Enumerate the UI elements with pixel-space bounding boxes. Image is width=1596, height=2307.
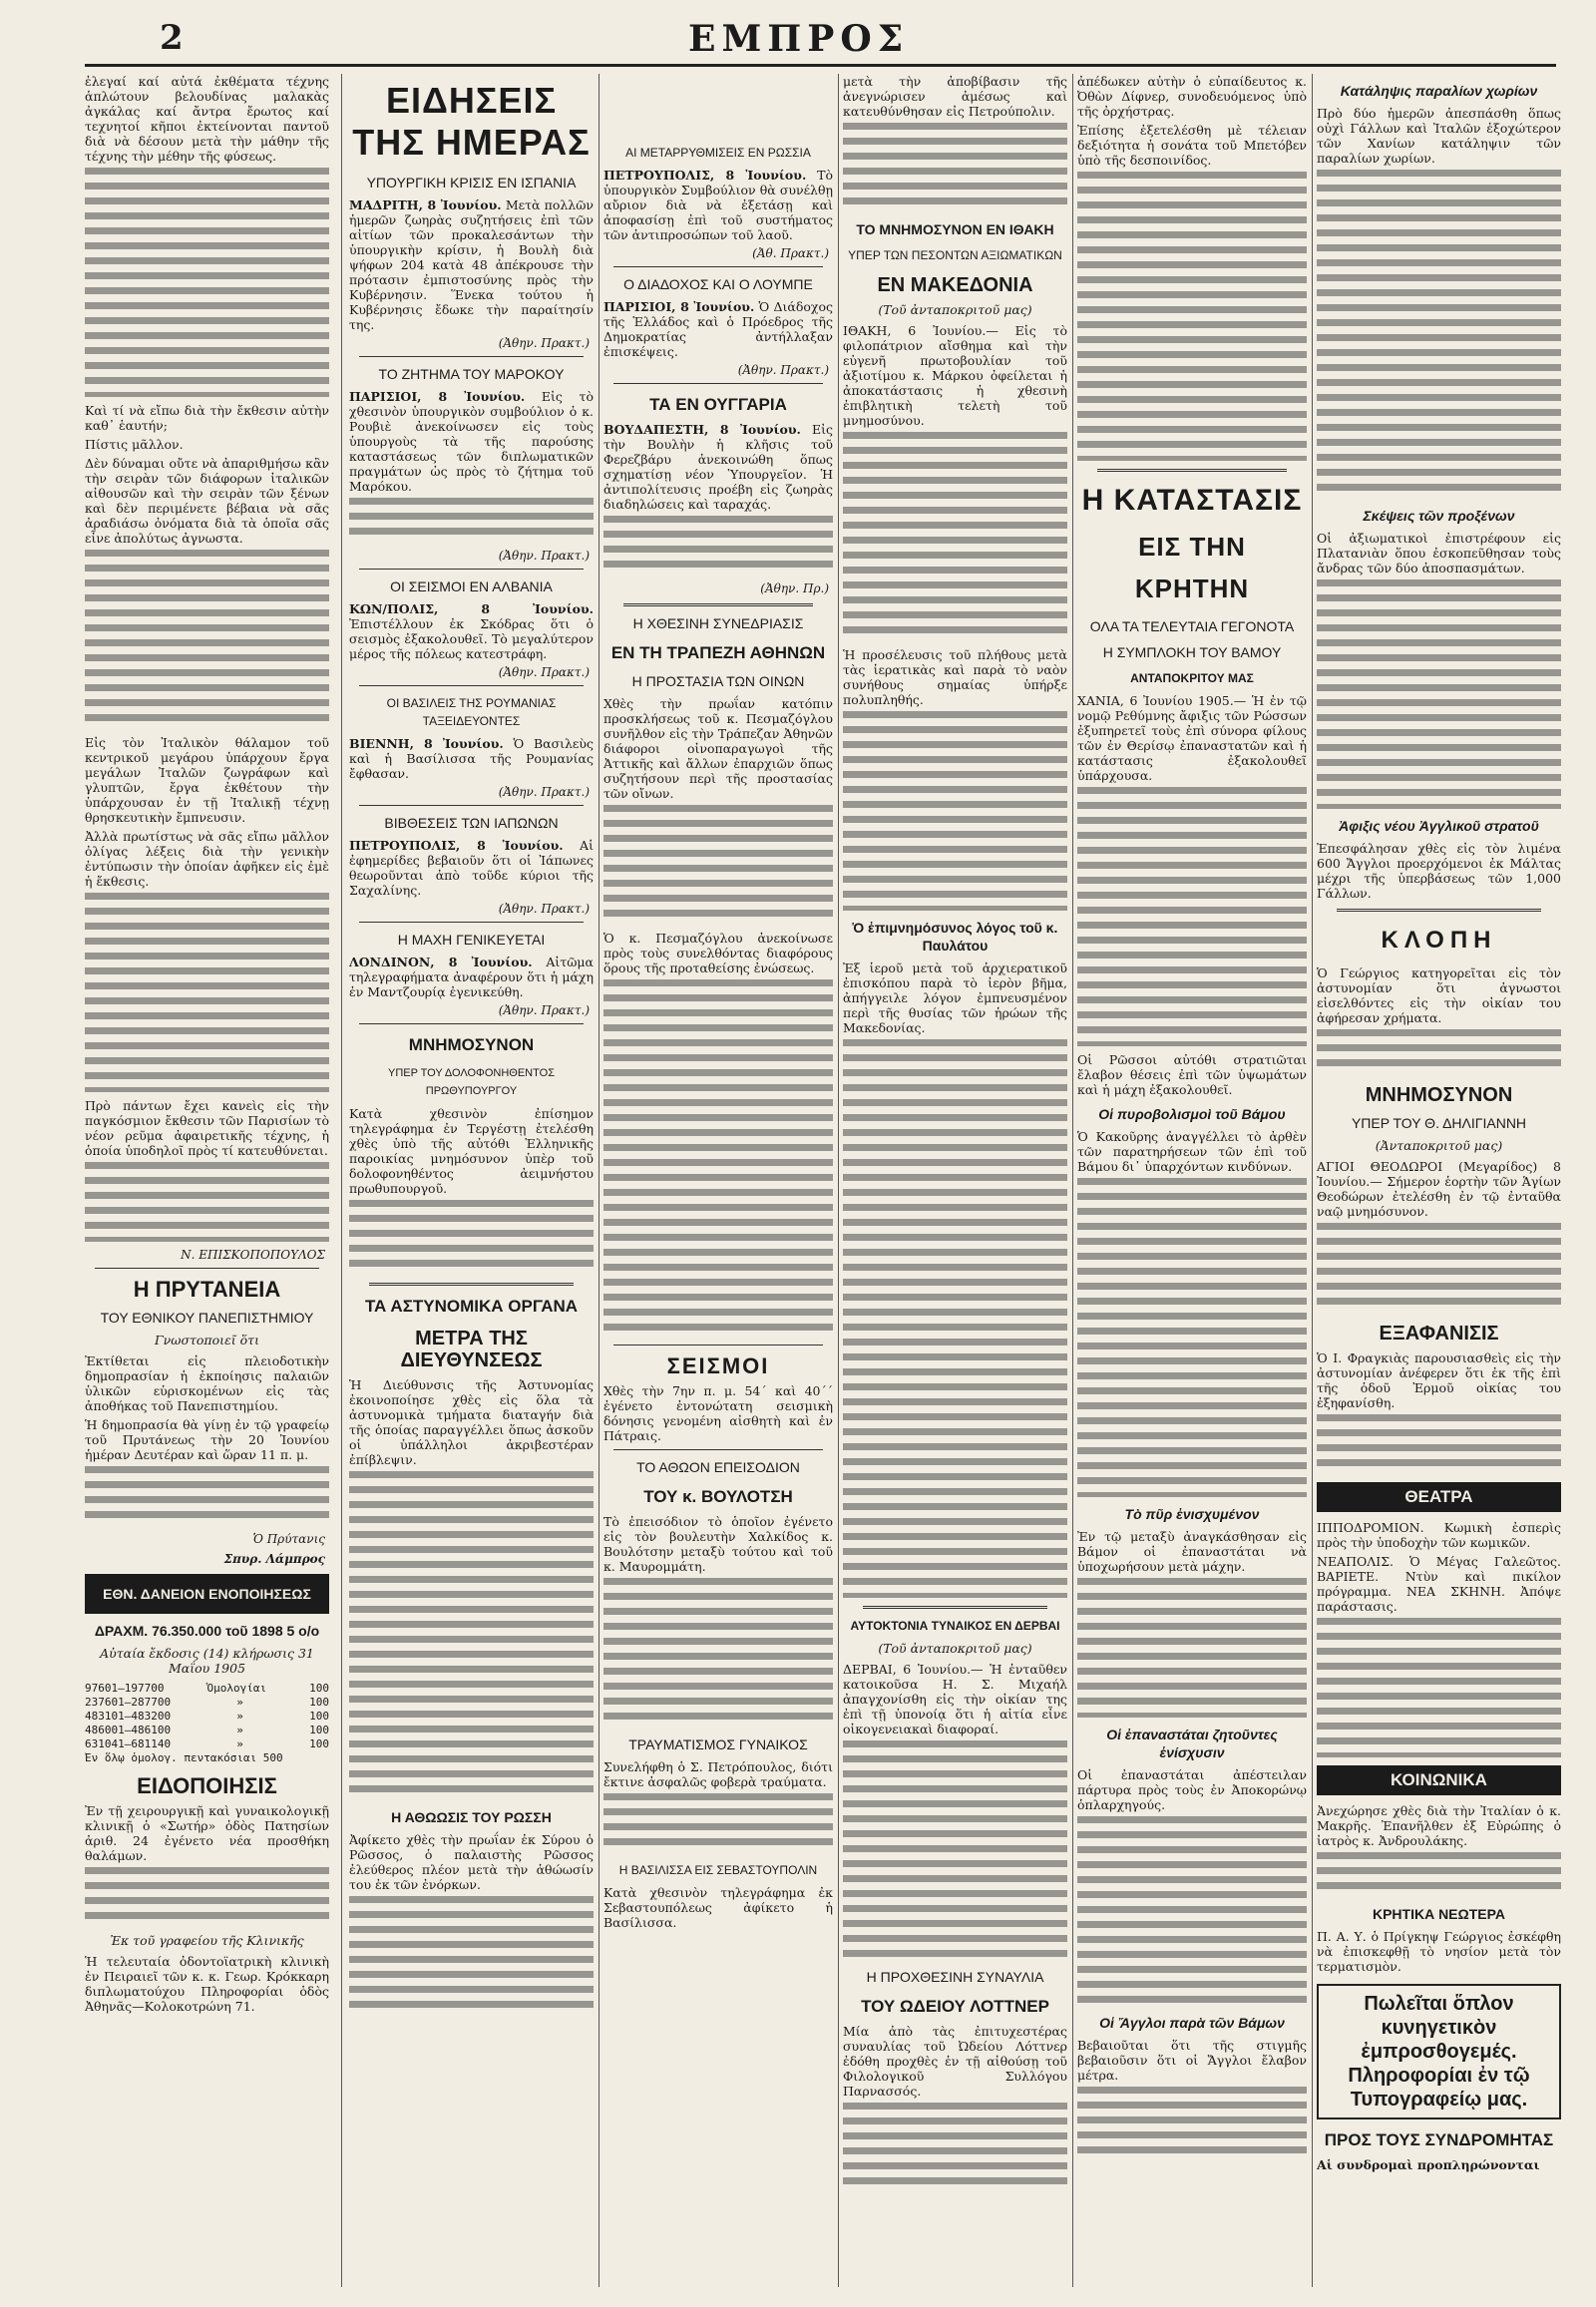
article-paragraph: Μία ἀπὸ τὰς ἐπιτυχεστέρας συναυλίας τοῦ Ὠδείου Λόττνερ ἐδόθη προχθὲς ἐν τῇ αἰθούσῃ τοῦ Φιλολογικοῦ Συλλόγου Παρνασσός. [843, 2024, 1067, 2099]
article-paragraph: ΑΓΙΟΙ ΘΕΟΔΩΡΟΙ (Μεγαρίδος) 8 Ἰουνίου.— Σήμερον ἑορτὴν τῶν Ἁγίων Θεοδώρων ἐτελέσθη ἐν τῷ ἐνταῦθα ναῷ μνημόσυνον. [1317, 1159, 1561, 1219]
section-subheading: ΤΟΥ ΩΔΕΙΟΥ ΛΟΤΤΝΕΡ [861, 1997, 1049, 2016]
main-headline: ΕΙΔΗΣΕΙΣ ΤΗΣ ΗΜΕΡΑΣ [352, 80, 591, 163]
column-4 [843, 74, 1067, 2198]
section-subheading: ΟΛΑ ΤΑ ΤΕΛΕΥΤΑΙΑ ΓΕΓΟΝΟΤΑ [1089, 618, 1295, 634]
section-subheading: ΕΙΣ ΤΗΝ ΚΡΗΤΗΝ [1134, 532, 1250, 603]
separator [613, 1449, 823, 1450]
text-block [1317, 1223, 1561, 1313]
text-block [85, 1162, 329, 1242]
text-block [843, 1039, 1067, 1598]
section-subheading: ΥΠΕΡ ΤΩΝ ΠΕΣΟΝΤΩΝ ΑΞΙΩΜΑΤΙΚΩΝ [848, 248, 1062, 262]
loan-banner: ΕΘΝ. ΔΑΝΕΙΟΝ ΕΝΟΠΟΙΗΣΕΩΣ [85, 1574, 329, 1614]
section-heading: ΚΡΗΤΙΚΑ ΝΕΩΤΕΡΑ [1372, 1906, 1506, 1922]
article-paragraph: Ἐκτίθεται εἰς πλειοδοτικὴν δημοπρασίαν ἡ ἐκποίησις παλαιῶν ὑλικῶν εὑρισκομένων εἰς τὰς ἀποθήκας τοῦ Πανεπιστημίου. [85, 1353, 329, 1413]
text-block [843, 2103, 1067, 2192]
article-paragraph: Καὶ τί νὰ εἴπω διὰ τὴν ἔκθεσιν αὐτὴν καθ᾽ ἑαυτήν; [85, 403, 329, 433]
section-subheading: ΥΠΕΡ ΤΟΥ Θ. ΔΗΛΙΓΙΑΝΝΗ [1351, 1115, 1527, 1131]
section-heading: ΤΟ ΜΝΗΜΟΣΥΝΟΝ ΕΝ ΙΘΑΚΗ [856, 221, 1054, 237]
text-block [1077, 1578, 1307, 1718]
section-heading: ΜΝΗΜΟΣΥΝΟΝ [1365, 1084, 1513, 1106]
section-heading: Η ΜΑΧΗ ΓΕΝΙΚΕΥΕΤΑΙ [397, 932, 546, 948]
news-source: (Ἀθην. Πρακτ.) [498, 549, 590, 563]
article-paragraph: Συνελήφθη ὁ Σ. Πετρόπουλος, διότι ἔκτινε ἀσφαλῶς φοβερὰ τραύματα. [603, 1759, 833, 1789]
text-block [1077, 1178, 1307, 1497]
column-rule [598, 74, 599, 2287]
article-paragraph: Χθὲς τὴν πρωΐαν κατόπιν προσκλήσεως τοῦ κ. Πεσμαζόγλου συνῆλθον εἰς τὴν Τράπεζαν Ἀθηνῶν διάφοροι οἰνοπαραγωγοὶ τῆς Ἀττικῆς καὶ ἄλλων ἐπαρχιῶν ὅπως συζητήσουν περὶ τῆς προστασίας τῶν οἴνων. [603, 696, 833, 801]
section-subheading: ΤΟΥ ΕΘΝΙΚΟΥ ΠΑΝΕΠΙΣΤΗΜΙΟΥ [100, 1310, 314, 1326]
loan-row: 631041—681140 » 100 [85, 1737, 329, 1750]
section-heading: Ἀφιξις νέου Ἀγγλικοῦ στρατοῦ [1339, 818, 1539, 834]
article-paragraph: Ὁ Γεώργιος κατηγορεῖται εἰς τὸν ἀστυνομίαν ὅτι ἀγνωστοι εἰσελθόντες εἰς τὴν οἰκίαν του ἀφήρεσαν χρήματα. [1317, 965, 1561, 1025]
section-heading: ΟΙ ΒΑΣΙΛΕΙΣ ΤΗΣ ΡΟΥΜΑΝΙΑΣ ΤΑΞΕΙΔΕΥΟΝΤΕΣ [386, 696, 557, 728]
separator [1337, 909, 1541, 912]
masthead [0, 0, 1596, 70]
text-block [1317, 1414, 1561, 1474]
section-heading: ΜΝΗΜΟΣΥΝΟΝ [408, 1035, 535, 1054]
separator [359, 1023, 584, 1024]
article-paragraph: ΙΘΑΚΗ, 6 Ἰουνίου.— Εἰς τὸ φιλοπάτριον αἴσθημα καὶ τὴν εὐγενῆ πρωτοβουλίαν τοῦ ἀξιοτίμου κ. Μάρκου ὀφείλεται ἡ ἀποκατάστασις ἡ χθεσινὴ ἐπιβλητικὴ τελετὴ τοῦ μνημοσύνου. [843, 323, 1067, 428]
section-heading: Η ΠΡΥΤΑΝΕΙΑ [133, 1277, 281, 1302]
dateline: ΠΕΤΡΟΥΠΟΛΙΣ, 8 Ἰουνίου. [603, 168, 807, 183]
separator [863, 1606, 1047, 1609]
text-block [85, 893, 329, 1092]
article-paragraph: Κατὰ χθεσινὸν τηλεγράφημα ἐκ Σεβαστουπόλεως ἀφίκετο ἡ Βασίλισσα. [603, 1885, 833, 1930]
correspondent-note: (Τοῦ ἀνταποκριτοῦ μας) [878, 1641, 1032, 1656]
article-paragraph: Ὁ κ. Πεσμαζόγλου ἀνεκοίνωσε πρὸς τοὺς συνελθόντας διαφόρους ὅρους τῆς προταθείσης ἐνώσεως. [603, 931, 833, 975]
text-block [843, 432, 1067, 641]
loan-row: 237601—287700 » 100 [85, 1696, 329, 1709]
section-heading: Οἱ πυροβολισμοὶ τοῦ Βάμου [1098, 1106, 1286, 1122]
separator [359, 569, 584, 570]
article-paragraph: Κατὰ χθεσινὸν ἐπίσημον τηλεγράφημα ἐν Τεργέστῃ ἐτελέσθη χθὲς ὑπὸ τῆς αὐτόθι Ἑλληνικῆς παροικίας μνημόσυνον ὑπὲρ τοῦ δολοφονηθέντος ἀειμνήστου πρωθυπουργοῦ. [349, 1106, 594, 1196]
section-subheading: Η ΠΡΟΣΤΑΣΙΑ ΤΩΝ ΟΙΝΩΝ [631, 673, 805, 689]
section-banner: ΚΟΙΝΩΝΙΚΑ [1317, 1765, 1561, 1795]
dateline: ΒΙΕΝΝΗ, 8 Ἰουνίου. [349, 736, 504, 751]
dateline: ΒΟΥΔΑΠΕΣΤΗ, 8 Ἰουνίου. [603, 422, 801, 437]
loan-title: ΔΡΑΧΜ. 76.350.000 τοῦ 1898 5 ο/ο [94, 1623, 320, 1639]
article-paragraph: Π. Α. Υ. ὁ Πρίγκηψ Γεώργιος ἐσκέφθη νὰ ἐπισκεφθῇ τὸ νησίον μετὰ τὸν τερματισμὸν. [1317, 1929, 1561, 1974]
article-paragraph: ΒΟΥΔΑΠΕΣΤΗ, 8 Ἰουνίου. Εἰς τὴν Βουλὴν ἡ κλῆσις τοῦ Φερεζβάρυ ἀνεκοινώθη ὅπως σχηματίσῃ νέον Ὑπουργεῖον. Ἡ ἀντιπολίτευσις προέβη εἰς ζωηρὰς διαδηλώσεις καὶ ταραχάς. [603, 422, 833, 512]
section-subheading: ΥΠΕΡ ΤΟΥ ΔΟΛΟΦΟΝΗΘΕΝΤΟΣ ΠΡΩΘΥΠΟΥΡΓΟΥ [387, 1067, 555, 1097]
news-source: (Ἀθην. Πρακτ.) [498, 665, 590, 679]
article-paragraph: Πρὸ πάντων ἔχει κανεὶς εἰς τὴν παγκόσμιον ἔκθεσιν τῶν Παρισίων τὸ νέον ρεῦμα ἀφαιρετικῆς τέχνης, ἡ ὁποία ὑποδηλοῖ πρὸς τί κατευθύνεται. [85, 1098, 329, 1158]
article-signature: Ν. ΕΠΙΣΚΟΠΟΠΟΥΛΟΣ [181, 1248, 325, 1262]
article-paragraph: Πρὸ δύο ἡμερῶν ἀπεσπάσθη ὅπως οὐχὶ Γάλλων καὶ Ἰταλῶν ἐξοχώτερον τῶν Χανίων κατάληψιν τῶν παραλίων χωρίων. [1317, 106, 1561, 166]
correspondent-note: (Ἀνταποκριτοῦ μας) [1375, 1138, 1503, 1153]
text-block [1317, 1029, 1561, 1074]
text-block [349, 1896, 594, 2016]
column-rule [838, 74, 839, 2287]
article-paragraph: Ἡ δημοπρασία θὰ γίνῃ ἐν τῷ γραφείῳ τοῦ Πρυτάνεως τὴν 20 Ἰουνίου ἡμέραν Δευτέραν καὶ ὥραν 11 π. μ. [85, 1417, 329, 1462]
separator [95, 1268, 319, 1269]
article-paragraph: Οἱ ἐπαναστάται ἀπέστειλαν πάρτυρα πρὸς τοὺς ἐν Ἀποκορώνῳ ὁπλαρχηγούς. [1077, 1767, 1307, 1812]
section-heading: Η ΒΑΣΙΛΙΣΣΑ ΕΙΣ ΣΕΒΑΣΤΟΥΠΟΛΙΝ [618, 1863, 818, 1877]
text-block [603, 1793, 833, 1853]
article-paragraph: Οἱ Ρῶσσοι αὐτόθι στρατιῶται ἔλαβον θέσεις ἐπὶ τῶν ὑψωμάτων καὶ ἡ μάχη ἐξακολουθεῖ. [1077, 1052, 1307, 1097]
text-block [603, 516, 833, 576]
section-heading: ΑΙ ΜΕΤΑΡΡΥΘΜΙΣΕΙΣ ΕΝ ΡΩΣΣΙΑ [625, 146, 811, 160]
article-paragraph: Ἡ τελευταία ὀδοντοϊατρικὴ κλινικὴ ἐν Πειραιεῖ τῶν κ. κ. Γεωρ. Κρόκκαρη διπλωματούχου Πληροφορίαι ὁδὸς Ἀθηνᾶς—Κολοκοτρώνη 71. [85, 1954, 329, 2014]
separator [613, 266, 823, 267]
text-block [1317, 1852, 1561, 1897]
section-heading: Η ΚΑΤΑΣΤΑΣΙΣ [1081, 484, 1303, 517]
correspondent-note: ΑΝΤΑΠΟΚΡΙΤΟΥ ΜΑΣ [1130, 671, 1254, 685]
column-rule [1312, 74, 1313, 2287]
article-paragraph: Ἐπίσης ἐξετελέσθη μὲ τέλειαν δεξιότητα ἡ σονάτα τοῦ Μπετόβεν ὑπὸ τῆς δεσποινίδος. [1077, 123, 1307, 168]
notice-intro: Γνωστοποιεῖ ὅτι [154, 1333, 259, 1347]
loan-table [85, 1682, 329, 1765]
article-paragraph: Πίστις μᾶλλον. [85, 437, 184, 452]
section-heading: ΤΟ ΖΗΤΗΜΑ ΤΟΥ ΜΑΡΟΚΟΥ [378, 366, 565, 382]
article-paragraph: Ἐξ ἱεροῦ μετὰ τοῦ ἀρχιερατικοῦ ἐπισκόπου παρὰ τὸ ἱερὸν βῆμα, ἀπήγγειλε λόγον ἐμπνευσμένον περὶ τῆς θυσίας τῶν ἡρώων τῆς Μακεδονίας. [843, 961, 1067, 1035]
section-heading: ΑΥΤΟΚΤΟΝΙΑ ΤΥΝΑΙΚΟΣ ΕΝ ΔΕΡΒΑΙ [850, 1619, 1060, 1633]
signatory-title: Ὁ Πρύτανις [252, 1532, 325, 1546]
news-source: (Ἀθην. Πρακτ.) [498, 902, 590, 916]
text-block [603, 979, 833, 1339]
separator [359, 922, 584, 923]
article-paragraph: ΜΑΔΡΙΤΗ, 8 Ἰουνίου. Μετὰ πολλῶν ἡμερῶν ζωηρὰς συζητήσεις ἐπὶ τῶν αἰτίων τῶν προκαλεσάντων τὴν ὑπουργικὴν κρίσιν, ἡ Βουλὴ διὰ ψήφων 204 κατὰ 48 ἀπέκρουσε τὴν πρότασιν ἐμπιστοσύνης πρὸς τὴν Κυβέρνησιν. Ἕνεκα τούτου ἡ Κυβέρνησις ἔδωκε τὴν παραίτησίν της. [349, 197, 594, 332]
correspondent-note: (Τοῦ ἀνταποκριτοῦ μας) [878, 302, 1032, 317]
advertisement-text: Πωλεῖται ὅπλον κυνηγετικὸν ἐμπροσθογεμές. Πληροφορίαι ἐν τῷ Τυπογραφείῳ μας. [1348, 1993, 1530, 2111]
article-paragraph: ἀπέδωκεν αὐτὴν ὁ εὐπαίδευτος κ. Ὀθὼν Δίφνερ, συνοδευόμενος ὑπὸ τῆς ὀρχήστρας. [1077, 74, 1307, 119]
text-block [603, 805, 833, 925]
text-block [85, 1466, 329, 1526]
news-source: (Ἀθην. Πρ.) [760, 581, 829, 595]
section-heading: ΒΙΒΘΕΣΕΙΣ ΤΩΝ ΙΑΠΩΝΩΝ [384, 815, 559, 831]
section-heading: Η ΠΡΟΧΘΕΣΙΝΗ ΣΥΝΑΥΛΙΑ [866, 1969, 1044, 1985]
news-source: (Ἀθην. Πρακτ.) [737, 363, 829, 377]
section-heading: Σκέψεις τῶν προξένων [1363, 508, 1515, 524]
article-paragraph: Χθὲς τὴν 7ην π. μ. 54΄ καὶ 40΄΄ ἐγένετο ἐντονώτατη σεισμικὴ δόνησις γενομένη αἰσθητὴ καὶ ἐν Πάτραις. [603, 1383, 833, 1443]
article-paragraph: ΙΠΠΟΔΡΟΜΙΟΝ. Κωμικὴ ἐσπερὶς πρὸς τὴν ὑποδοχὴν τῶν κωμικῶν. [1317, 1520, 1561, 1550]
section-heading: ΣΕΙΣΜΟΙ [666, 1353, 770, 1378]
text-block [349, 1471, 594, 1800]
text-block [349, 1200, 594, 1275]
article-paragraph: ΔΕΡΒΑΙ, 6 Ἰουνίου.— Ἡ ἐνταῦθεν κατοικοῦσα Η. Σ. Μιχαήλ ἀπαγχονίσθη εἰς τὴν οἰκίαν της ἐπὶ τῇ ὑπονοίᾳ ὅτι ἡ αἰτία εἶνε οἰκογενειακαὶ διαφοραί. [843, 1662, 1067, 1736]
text-block [1077, 1816, 1307, 2006]
text-block [1077, 787, 1307, 1046]
text-block [1077, 172, 1307, 461]
article-paragraph: Ἀλλὰ πρωτίστως νὰ σᾶς εἴπω μᾶλλον ὀλίγας λέξεις διὰ τὴν γενικὴν ἐντύπωσιν τὴν ὁποίαν ἀφῆκεν εἰς ἐμὲ ἡ ἔκθεσις. [85, 829, 329, 889]
column-2 [349, 74, 594, 2022]
section-subheading: ΕΝ ΤΗ ΤΡΑΠΕΖΗ ΑΘΗΝΩΝ [610, 643, 826, 662]
text-block [843, 123, 1067, 212]
signatory-name: Σπυρ. Λάμπρος [223, 1552, 325, 1566]
text-block [85, 550, 329, 729]
article-paragraph: Ὁ Ι. Φραγκιὰς παρουσιασθεὶς εἰς τὴν ἀστυνομίαν ἀνέφερεν ὅτι ἐκ τῆς ἐπὶ τῆς ὁδοῦ Ἐρμοῦ οἰκίας του ἐξηφανίσθη. [1317, 1350, 1561, 1410]
dateline: ΠΑΡΙΣΙΟΙ, 8 Ἰουνίου. [349, 389, 526, 404]
text-block [843, 711, 1067, 911]
column-6 [1317, 74, 1561, 2176]
article-paragraph: ἐλεγαί καί αὐτά ἐκθέματα τέχνης ἁπλώτουν βελουδίνας μαλακὰς ἀγκάλας καί ἄντρα ἔρωτος καί τεχνητοί κῆποι ἐκτείνονται παντοῦ διὰ νὰ δέσουν μετὰ τὴν μάθην τῆς τέχνης τὴν μέθην τῆς φύσεως. [85, 74, 329, 164]
separator [1097, 469, 1287, 472]
news-source: (Ἀθην. Πρακτ.) [498, 1003, 590, 1017]
article-paragraph: Αἱ συνδρομαὶ προπληρώνονται [1317, 2157, 1540, 2172]
dateline: ΚΩΝ/ΠΟΛΙΣ, 8 Ἰουνίου. [349, 601, 594, 616]
section-heading: ΠΡΟΣ ΤΟΥΣ ΣΥΝΔΡΟΜΗΤΑΣ [1324, 2130, 1554, 2149]
section-heading: ΤΑ ΑΣΤΥΝΟΜΙΚΑ ΟΡΓΑΝΑ [364, 1297, 579, 1316]
section-heading: Ὁ ἐπιμνημόσυνος λόγος τοῦ κ. Παυλάτου [852, 920, 1058, 954]
article-paragraph: ΠΕΤΡΟΥΠΟΛΙΣ, 8 Ἰουνίου. Αἱ ἐφημερίδες βεβαιοῦν ὅτι οἱ Ἰάπωνες θεωροῦνται ἀπὸ τοῦδε κύριοι τῆς Σαχαλίνης. [349, 838, 594, 898]
article-paragraph: ΠΕΤΡΟΥΠΟΛΙΣ, 8 Ἰουνίου. Τὸ ὑπουργικὸν Συμβούλιον θὰ συνέλθῃ αὔριον διὰ νὰ ἐξετάσῃ καὶ ἀποφασίσῃ ἐπὶ τοῦ συστήματος τῶν ἀντιπροσώπων τοῦ λαοῦ. [603, 168, 833, 242]
article-paragraph: Τὸ ἐπεισόδιον τὸ ὁποῖον ἐγένετο εἰς τὸν βουλευτὴν Χαλκίδος κ. Βουλότσην μεταξὺ τούτου καὶ τοῦ κ. Μαυρομμάτη. [603, 1514, 833, 1574]
article-paragraph: Ἡ προσέλευσις τοῦ πλήθους μετὰ τὰς ἱερατικὰς καὶ παρὰ τὸ ναὸν συνήθους σημαίας ὑπήρξε πολυπληθής. [843, 647, 1067, 707]
article-paragraph: Εἰς τὸν Ἰταλικὸν θάλαμον τοῦ κεντρικοῦ μεγάρου ὑπάρχουν ἔργα μεγάλων Ἰταλῶν ζωγράφων καὶ γλυπτῶν, ἔργα ἐκθέτουν τὴν ὑπάρχουσαν ἐν τῇ Ἰταλικῇ τέχνῃ θρησκευτικὴν ἔμπνευσιν. [85, 735, 329, 825]
article-paragraph: ΒΙΕΝΝΗ, 8 Ἰουνίου. Ὁ Βασιλεὺς καὶ ἡ Βασίλισσα τῆς Ρουμανίας ἔφθασαν. [349, 736, 594, 781]
section-heading: Τὸ πῦρ ἐνισχυμένον [1124, 1506, 1260, 1522]
column-rule [341, 74, 342, 2287]
dateline: ΠΕΤΡΟΥΠΟΛΙΣ, 8 Ἰουνίου. [349, 838, 564, 853]
separator [613, 383, 823, 384]
section-subheading: ΕΝ ΜΑΚΕΔΟΝΙΑ [877, 274, 1033, 296]
separator [359, 685, 584, 686]
section-subheading: Η ΣΥΜΠΛΟΚΗ ΤΟΥ ΒΑΜΟΥ [1102, 644, 1282, 660]
article-paragraph: Οἱ ἀξιωματικοὶ ἐπιστρέφουν εἰς Πλατανιὰν ὅπου ἐσκοπεῦθησαν τοὺς ἄνδρας τῶν δύο ἀποσπασμάτων. [1317, 531, 1561, 576]
section-heading: ΤΡΑΥΜΑΤΙΣΜΟΣ ΓΥΝΑΙΚΟΣ [628, 1736, 808, 1752]
article-paragraph: ΠΑΡΙΣΙΟΙ, 8 Ἰουνίου. Ὁ Διάδοχος τῆς Ἑλλάδος καὶ ὁ Πρόεδρος τῆς Δημοκρατίας ἀντήλλαξαν ἐπισκέψεις. [603, 299, 833, 359]
separator [369, 1283, 574, 1286]
section-heading: ΕΞΑΦΑΝΙΣΙΣ [1379, 1323, 1499, 1345]
column-3 [603, 74, 833, 1934]
article-paragraph: Βεβαιοῦται ὅτι τῆς στιγμῆς βεβαιοῦσιν ὅτι οἱ Ἄγγλοι ἔλαβον μέτρα. [1077, 2038, 1307, 2083]
article-paragraph: Ἐν τῇ χειρουργικῇ καὶ γυναικολογικῇ κλινικῇ ὁ «Σωτήρ» ὁδὸς Πατησίων ἀριθ. 24 ἐγένετο νέα προσθήκη θαλάμων. [85, 1803, 329, 1863]
article-paragraph: Ὁ Κακοῦρης ἀναγγέλλει τὸ ἀρθὲν τῶν παρατηρήσεων τῶν ἐπὶ τοῦ Βάμου δι᾽ ὑπαρχόντων κινδύνων. [1077, 1129, 1307, 1174]
column-1 [85, 74, 329, 2018]
masthead-rule [85, 64, 1556, 67]
separator [359, 805, 584, 806]
section-heading: ΥΠΟΥΡΓΙΚΗ ΚΡΙΣΙΣ ΕΝ ΙΣΠΑΝΙΑ [366, 175, 577, 191]
text-block [349, 498, 594, 543]
dateline: ΛΟΝΔΙΝΟΝ, 8 Ἰουνίου. [349, 955, 533, 969]
text-block [1317, 170, 1561, 499]
newspaper-title: ΕΜΠΡΟΣ [688, 18, 910, 60]
separator [613, 1345, 823, 1346]
loan-total: Ἐν ὅλῳ ὁμολογ. πεντακόσιαι 500 [85, 1751, 283, 1764]
section-heading: Οἱ Ἄγγλοι παρὰ τῶν Βάμων [1099, 2015, 1285, 2031]
separator [359, 356, 584, 357]
section-heading: ΚΛΟΠΗ [1381, 927, 1497, 954]
notice-source: Ἐκ τοῦ γραφείου τῆς Κλινικῆς [110, 1933, 304, 1948]
text-block [1317, 1618, 1561, 1757]
article-paragraph: Ἐν τῷ μεταξὺ ἀναγκάσθησαν εἰς Βάμον οἱ ἐπαναστάται νὰ ὑποχωρήσουν μετὰ μάχην. [1077, 1529, 1307, 1574]
section-heading: ΕΙΔΟΠΟΙΗΣΙΣ [137, 1773, 277, 1798]
section-heading: ΟΙ ΣΕΙΣΜΟΙ ΕΝ ΑΛΒΑΝΙΑ [390, 578, 553, 594]
loan-row: 97601—197700 Ὁμολογίαι 100 [85, 1682, 329, 1695]
text-block [85, 1867, 329, 1927]
article-paragraph: Ἀνεχώρησε χθὲς διὰ τὴν Ἰταλίαν ὁ κ. Μακρῆς. Ἐπανῆλθεν ἐξ Εὐρώπης ὁ ἰατρὸς κ. Ἀνδρουλάκης. [1317, 1803, 1561, 1848]
section-heading: Η ΧΘΕΣΙΝΗ ΣΥΝΕΔΡΙΑΣΙΣ [632, 615, 804, 631]
loan-draw: Αὐταία ἔκδοσις (14) κλήρωσις 31 Μαΐου 1905 [100, 1646, 314, 1676]
news-source: (Ἀθην. Πρακτ.) [498, 785, 590, 799]
section-heading: Ο ΔΙΑΔΟΧΟΣ ΚΑΙ Ο ΛΟΥΜΠΕ [623, 276, 813, 292]
column-5 [1077, 74, 1307, 2167]
text-block [1077, 2087, 1307, 2161]
section-heading: ΤΟ ΑΘΩΟΝ ΕΠΕΙΣΟΔΙΟΝ [636, 1459, 800, 1475]
section-heading: ΤΑ ΕΝ ΟΥΓΓΑΡΙΑ [649, 395, 787, 414]
page-number: 2 [160, 18, 184, 58]
dateline: ΠΑΡΙΣΙΟΙ, 8 Ἰουνίου. [603, 299, 755, 314]
article-paragraph: ΧΑΝΙΑ, 6 Ἰουνίου 1905.— Ἡ ἐν τῷ νομῷ Ρεθύμνης ἄφιξις τῶν Ρώσσων ἐξυπηρετεῖ τοὺς ἐπὶ σύνορα φίλους τῶν ἐν Θερίσῳ ἐπαναστατῶν καὶ ἡ κατάστασις ἐξακολουθεῖ ὑπάρχουσα. [1077, 693, 1307, 783]
article-paragraph: Ἀφίκετο χθὲς τὴν πρωΐαν ἐκ Σύρου ὁ Ρῶσσος, ὁ παλαιστὴς Ρῶσσος ἐλεύθερος πλέον μετὰ τὴν ἀθώωσίν του ἐκ τῶν ἐνόρκων. [349, 1832, 594, 1892]
section-heading: Κατάληψις παραλίων χωρίων [1340, 83, 1538, 99]
article-paragraph: Ἐπεσφάλησαν χθὲς εἰς τὸν λιμένα 600 Ἄγγλοι προερχόμενοι ἐκ Μάλτας μέχρι τῆς ὑπερβάσεως τῶν 1,000 Γάλλων. [1317, 841, 1561, 901]
news-source: (Ἀθην. Πρακτ.) [498, 336, 590, 350]
dateline: ΜΑΔΡΙΤΗ, 8 Ἰουνίου. [349, 197, 502, 212]
advertisement-box [1317, 1984, 1561, 2119]
news-source: (Ἀθ. Πρακτ.) [752, 246, 829, 260]
section-heading: Η ΑΘΩΩΣΙΣ ΤΟΥ ΡΩΣΣΗ [391, 1809, 552, 1825]
section-subheading: ΜΕΤΡΑ ΤΗΣ ΔΙΕΥΘΥΝΣΕΩΣ [400, 1328, 543, 1371]
article-paragraph: ΠΑΡΙΣΙΟΙ, 8 Ἰουνίου. Εἰς τὸ χθεσινὸν ὑπουργικὸν συμβούλιον ὁ κ. Ρουβιὲ ἀνεκοίνωσεν εἰς τοὺς ὑπουργοὺς τὰ τῆς παρούσης καταστάσεως τῶν διπλωματικῶν πραγμάτων ὡς πρὸς τὸ ζήτημα τοῦ Μαρόκου. [349, 389, 594, 494]
text-block [85, 168, 329, 397]
loan-row: 486001—486100 » 100 [85, 1724, 329, 1736]
text-block [843, 1740, 1067, 1960]
article-paragraph: Ἡ Διεύθυνσις τῆς Ἀστυνομίας ἐκοινοποίησε χθὲς εἰς ὅλα τὰ ἀστυνομικὰ τμήματα διαταγήν διὰ τῆς ὁποίας παραγγέλλει ὅπως ἀσκοῦν οἱ ὑπάλληλοι ἀκριβεστέραν ἐπίβλεψιν. [349, 1377, 594, 1467]
section-banner: ΘΕΑΤΡΑ [1317, 1482, 1561, 1512]
loan-row: 483101—483200 » 100 [85, 1710, 329, 1723]
article-paragraph: μετὰ τὴν ἀποβίβασιν τῆς ἀνεγνώρισεν ἀμέσως καὶ κατευθύνθησαν εἰς Πετρούπολιν. [843, 74, 1067, 119]
section-heading: Οἱ ἐπαναστάται ζητοῦντες ἐνίσχυσιν [1106, 1727, 1278, 1760]
section-subheading: ΤΟΥ κ. ΒΟΥΛΟΤΣΗ [643, 1487, 793, 1506]
article-paragraph: ΛΟΝΔΙΝΟΝ, 8 Ἰουνίου. Αἰτῶμα τηλεγραφήματα ἀναφέρουν ὅτι ἡ μάχη ἐν Μαντζουρίᾳ ἐγενικεύθη. [349, 955, 594, 999]
article-paragraph: ΝΕΑΠΟΛΙΣ. Ὁ Μέγας Γαλεῶτος. ΒΑΡΙΕΤΕ. Ντὺν καὶ πικίλον πρόγραμμα. ΝΕΑ ΣΚΗΝΗ. Ἀπόψε παράστασις. [1317, 1554, 1561, 1614]
article-paragraph: ΚΩΝ/ΠΟΛΙΣ, 8 Ἰουνίου. Ἐπιστέλλουν ἐκ Σκόδρας ὅτι ὁ σεισμὸς ἐξακολουθεῖ. Τὸ μεγαλύτερον μέρος τῆς πόλεως κατεστράφη. [349, 601, 594, 661]
article-paragraph: Δὲν δύναμαι οὔτε νὰ ἀπαριθμήσω κἂν τὴν σειρὰν τῶν διάφορων ἰταλικῶν αἰθουσῶν καὶ τὴν σειρὰν τῶν ξένων καὶ δὲν περιμένετε βέβαια νὰ σᾶς ἀραδιάσω ὀνόματα διὰ τὰ ὁποῖα σᾶς εἶνε ἀπολύτως ἀγνωστα. [85, 456, 329, 546]
column-rule [1072, 74, 1073, 2287]
text-block [1317, 579, 1561, 809]
text-block [603, 1578, 833, 1728]
separator [623, 603, 813, 606]
